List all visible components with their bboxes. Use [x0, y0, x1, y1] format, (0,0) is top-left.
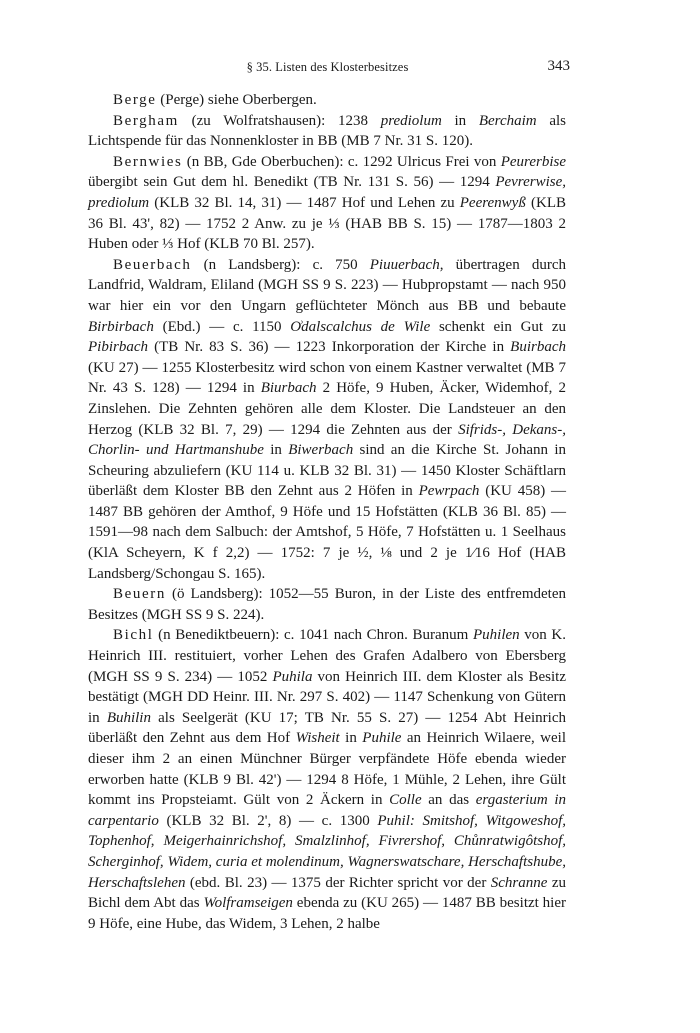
italic-term: Pevrerwise, prediolum	[88, 174, 566, 211]
entry-text: (KU 458) — 1487 BB gehören der Amthof, 9 Höfe und 15 Hofstätten (KLB 36 Bl. 85) — 1591—98 nach dem Salbuch: der Amtshof, 5 Höfe, 7 Hofstätten u. 1 Seelhaus (KlA Scheyern, K f 2,2) — 1752: 7 je ½, ⅛ und 2 je 1⁄16 Hof (HAB Landsberg/Schongau S. 165).	[88, 483, 567, 582]
entry-text: (KLB 36 Bl. 43', 82) — 1752 2 Anw. zu je ⅓ (HAB BB S. 15) — 1787—1803 2 Huben oder ⅓ Hof (KLB 70 Bl. 257).	[88, 194, 566, 253]
italic-term: Biwerbach	[288, 442, 354, 459]
entry-text: sind an die Kirche St. Johann in Scheuring abzuliefern (KU 114 u. KLB 32 Bl. 31) — 1450 Kloster Schäftlarn überläßt dem Kloster BB den Zehnt aus 2 Höfen in	[88, 442, 566, 500]
entry-text: als Lichtspende für das Nonnenkloster in BB (MB 7 Nr. 31 S. 120).	[88, 112, 566, 150]
entry-text: in	[339, 730, 363, 747]
italic-term: ergasterium in carpentario	[88, 792, 567, 829]
entry-paragraph	[88, 90, 566, 111]
italic-term: Pewrpach	[418, 483, 480, 500]
italic-term: Wolframseigen	[203, 895, 293, 912]
entry-text: (zu Wolfratshausen): 1238	[178, 112, 381, 129]
entry-text: (ebd. Bl. 23) — 1375 der Richter spricht vor der	[185, 874, 491, 891]
italic-term: Buirbach	[510, 339, 566, 356]
entry-text: (KLB 32 Bl. 14, 31) — 1487 Hof und Lehen zu	[149, 194, 460, 211]
page-number: 343	[547, 58, 570, 74]
entry-text: als Seelgerät (KU 17; TB Nr. 55 S. 27) — 1254 Abt Heinrich überläßt den Zehnt aus dem Hof	[88, 709, 566, 747]
entry-text: in	[441, 112, 479, 129]
italic-term: Biurbach	[260, 380, 317, 397]
entry-paragraph	[88, 625, 566, 934]
entry-paragraph	[88, 111, 566, 152]
italic-term: Puhila	[272, 668, 313, 685]
entry-text: (n Benediktbeuern): c. 1041 nach Chron. Buranum	[153, 627, 473, 644]
italic-term: O͗dalscalchus de Wile	[290, 318, 431, 335]
entry-keyword: Berge	[113, 92, 157, 108]
entry-text: (n BB, Gde Oberbuchen): c. 1292 Ulricus Frei von	[182, 153, 501, 170]
entry-text: ebenda zu (KU 265) — 1487 BB besitzt hier 9 Höfe, eine Hube, das Widem, 3 Lehen, 2 halbe	[88, 895, 566, 932]
italic-term: Wisheit	[295, 730, 340, 747]
entry-text: an das	[421, 792, 476, 809]
entry-text: (Perge) siehe Oberbergen.	[156, 92, 317, 108]
entry-text: (KU 27) — 1255 Klosterbesitz wird schon von einem Kastner verwaltet (MB 7 Nr. 43 S. 128) — 1294 in	[88, 359, 566, 397]
italic-term: Berchaim	[478, 112, 537, 129]
entry-keyword: Beuerbach	[113, 256, 192, 273]
entry-keyword: Bernwies	[113, 153, 183, 170]
section-title: § 35. Listen des Klosterbesitzes	[246, 60, 409, 74]
italic-term: Buhilin	[106, 709, 151, 726]
italic-term: Puhil: Smitshof, Witgoweshof, Tophenhof, Meigerhainrichshof, Smalzlinhof, Fivrershof, Chůnratwigôtshof, Scherginhof, Widem, curia et molendinum, Wagnerswatschare, Herschaftshube, Herschaftslehen	[88, 812, 566, 891]
entry-keyword: Bergham	[113, 112, 179, 129]
entry-paragraph	[88, 255, 566, 585]
entry-keyword: Bichl	[113, 627, 154, 644]
entry-text: (KLB 32 Bl. 2', 8) — c. 1300	[158, 812, 378, 829]
entry-text: von Heinrich III. dem Kloster als Besitz bestätigt (MGH DD Heinr. III. Nr. 297 S. 402) — 1147 Schenkung von Gütern in	[88, 668, 566, 726]
italic-term: Sifrids-, Dekans-, Chorlin- und Hartmanshube	[88, 421, 566, 459]
entry-text: übergibt sein Gut dem hl. Benedikt (TB Nr. 131 S. 56) — 1294	[88, 174, 496, 191]
entry-paragraph	[88, 152, 566, 255]
entry-text: zu Bichl dem Abt das	[88, 874, 566, 912]
entry-text: 2 Höfe, 9 Huben, Äcker, Widemhof, 2 Zinslehen. Die Zehnten gehören alle dem Kloster. Die Landsteuer an den Herzog (KLB 32 Bl. 7, 29) — 1294 die Zehnten aus der	[88, 380, 566, 438]
entry-text: von K. Heinrich III. restituiert, vorher Lehen des Grafen Adalbero von Ebersberg (MGH SS 9 S. 234) — 1052	[88, 627, 566, 685]
entry-keyword: Beuern	[113, 586, 166, 603]
entry-text: schenkt ein Gut zu	[430, 318, 566, 335]
italic-term: Peerenwyß	[459, 194, 526, 211]
entry-text: (TB Nr. 83 S. 36) — 1223 Inkorporation der Kirche in	[148, 339, 511, 356]
italic-term: Peurerbise	[500, 153, 566, 170]
italic-term: Puhile	[362, 730, 402, 747]
italic-term: Birbirbach	[88, 318, 154, 335]
entry-paragraph	[88, 584, 566, 625]
italic-term: Colle	[389, 792, 422, 809]
italic-term: prediolum	[380, 112, 442, 129]
entry-text: (n Landsberg): c. 750	[191, 256, 370, 273]
entry-text: übertragen durch Landfrid, Waldram, Eliland (MGH SS 9 S. 223) — Hubpropstamt — nach 950 war hier ein vor den Ungarn geflüchteter Mönch aus BB und bebaute	[88, 256, 566, 314]
italic-term: Schranne	[490, 874, 548, 891]
entry-text: (ö Landsberg): 1052—55 Buron, in der Liste des entfremdeten Besitzes (MGH SS 9 S. 224).	[88, 586, 566, 623]
italic-term: Pibirbach	[88, 339, 148, 356]
running-header	[85, 58, 570, 80]
italic-term: Piuuerbach,	[369, 256, 444, 273]
entry-text: an Heinrich Wilaere, weil dieser ihm 2 an einen Münchner Bürger verpfändete Höfe ebenda wieder erworben hatte (KLB 9 Bl. 42') — 1294 8 Höfe, 1 Mühle, 2 Lehen, ihre Gült kommt ins Propsteiamt. Gült von 2 Äckern in	[88, 730, 566, 809]
entry-text: in	[263, 442, 289, 459]
entry-text: (Ebd.) — c. 1150	[153, 318, 291, 335]
text-body	[88, 90, 566, 934]
italic-term: Puhilen	[472, 627, 520, 644]
